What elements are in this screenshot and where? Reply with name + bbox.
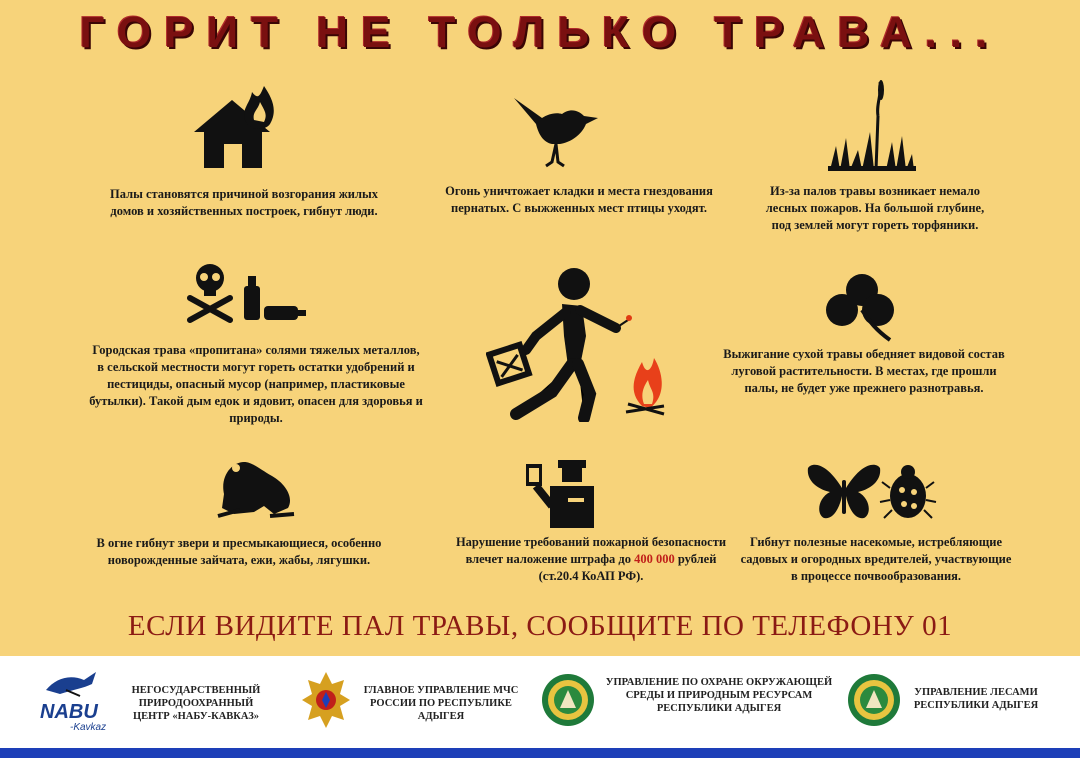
adygea-emblem-forests [846, 672, 902, 728]
man-with-fire-icon [486, 266, 666, 422]
animals-text: В огне гибнут звери и пресмыкающиеся, особенно новорожденные зайчата, ежи, жабы, лягушки. [96, 536, 382, 567]
poison-bottles-icon [186, 262, 312, 324]
mchs-emblem [300, 670, 352, 730]
plants-text: Выжигание сухой травы обедняет видовой состав луговой растительности. В местах, где прошли палы, не будет уже прежнего разнотравья. [723, 347, 1005, 395]
nabu-logo [36, 668, 116, 732]
adygea-emblem-ecology [540, 672, 596, 728]
call-to-action: ЕСЛИ ВИДИТЕ ПАЛ ТРАВЫ, СООБЩИТЕ ПО ТЕЛЕФОНУ 01 [127, 610, 953, 642]
birds-text: Огонь уничтожает кладки и места гнездования пернатых. С выжженных мест птицы уходят. [445, 184, 713, 215]
bottom-stripe [0, 748, 1080, 758]
clover-icon [824, 272, 900, 344]
houses-text: Палы становятся причиной возгорания жилых домов и хозяйственных построек, гибнут люди. [109, 187, 378, 218]
nabu-logo-sub: -Kavkaz [70, 722, 107, 732]
page-title: ГОРИТ НЕ ТОЛЬКО ТРАВА... [79, 8, 1001, 57]
grass-icon [826, 76, 916, 172]
burning-house-icon [190, 82, 280, 172]
nabu-label: НЕГОСУДАРСТВЕННЫЙ ПРИРОДООХРАННЫЙ ЦЕНТР «НАБУ-КАВКАЗ» [131, 685, 261, 722]
fine-text [446, 534, 736, 585]
city-text: Городская трава «пропитана» солями тяжелых металлов, в сельской местности могут гореть остатки удобрений и пестициды, опасный мусор (например, пластиковые бутылки). Такой дым едок и ядовит, опасен для здоровья и природы. [89, 343, 423, 425]
insects-text: Гибнут полезные насекомые, истребляющие садовых и огородных вредителей, участвующие в процессе почвообразования. [740, 535, 1012, 583]
fine-amount: 400 000 [634, 552, 675, 566]
bird-icon [512, 96, 602, 168]
forests-label: УПРАВЛЕНИЕ ЛЕСАМИ РЕСПУБЛИКИ АДЫГЕЯ [913, 687, 1039, 711]
inspector-icon [522, 456, 602, 530]
mchs-label: ГЛАВНОЕ УПРАВЛЕНИЕ МЧС РОССИИ ПО РЕСПУБЛИКЕ АДЫГЕЯ [363, 685, 519, 722]
forest-text: Из-за палов травы возникает немало лесных пожаров. На большой глубине, под землей могут гореть торфяники. [765, 184, 985, 232]
frog-icon [214, 454, 296, 520]
nabu-logo-text: NABU [40, 701, 98, 723]
ecology-label: УПРАВЛЕНИЕ ПО ОХРАНЕ ОКРУЖАЮЩЕЙ СРЕДЫ И ПРИРОДНЫМ РЕСУРСАМ РЕСПУБЛИКИ АДЫГЕЯ [605, 677, 833, 714]
fine-text-before: Нарушение требований пожарной безопасности влечет наложение штрафа до [455, 535, 727, 566]
partners-footer [0, 656, 1080, 748]
butterfly-beetle-icon [806, 458, 942, 524]
fine-text-after: рублей (ст.20.4 КоАП РФ). [538, 552, 717, 583]
